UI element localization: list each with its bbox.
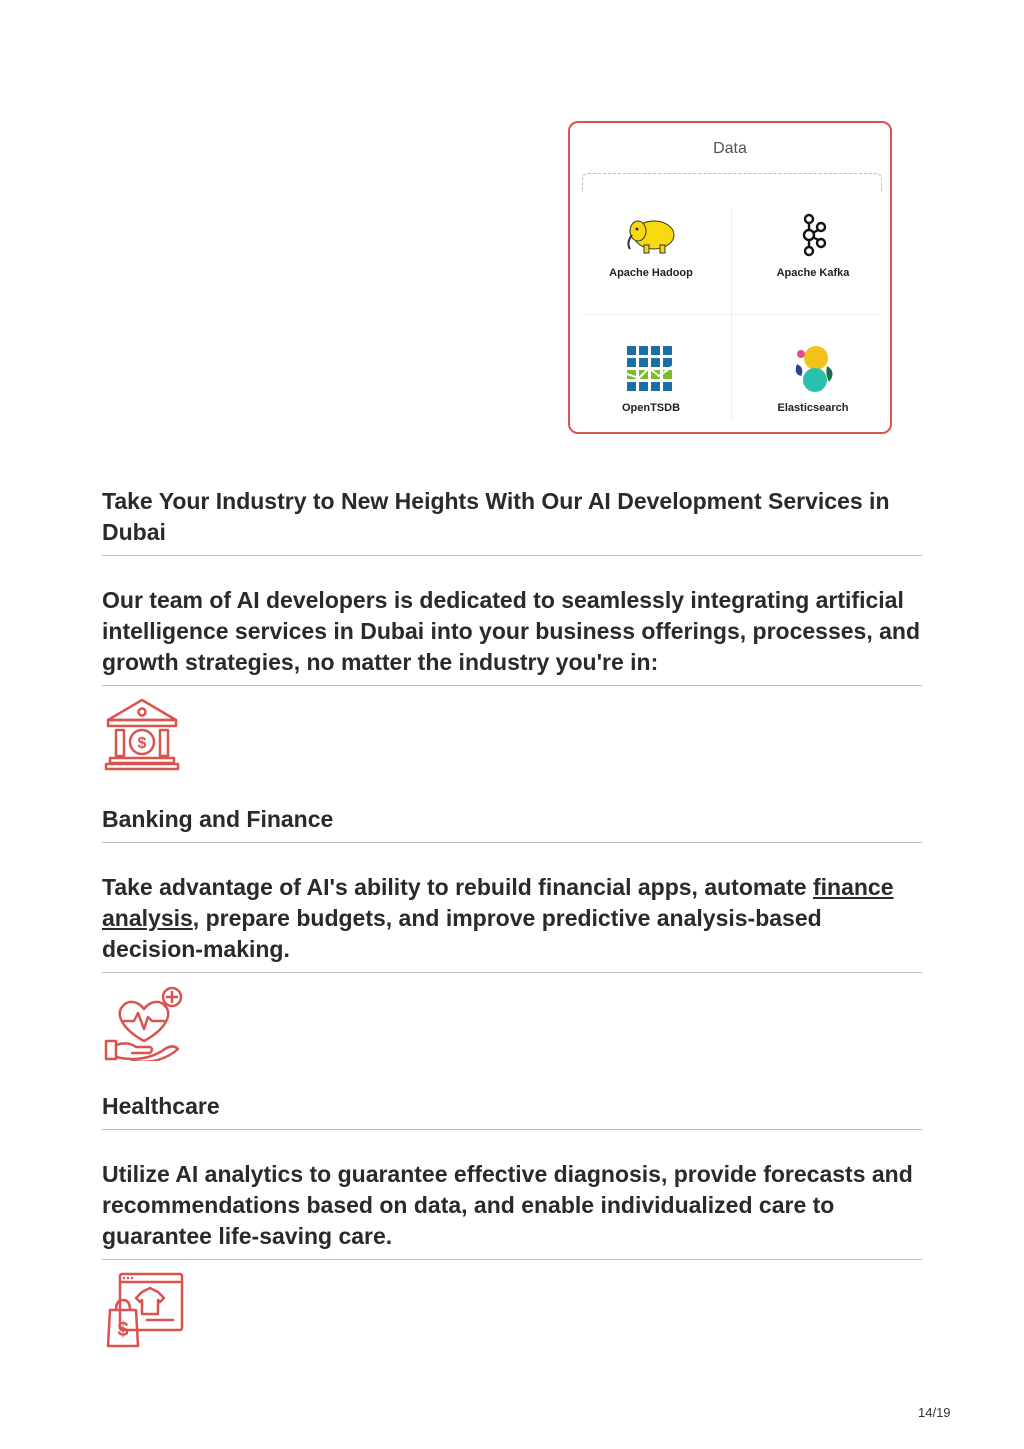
tool-label: Apache Hadoop [609, 267, 693, 279]
healthcare-paragraph: Utilize AI analytics to guarantee effective diagnosis, provide forecasts and recommendations based on data, and enable individualized care to guarantee life-saving care. [102, 1159, 922, 1260]
bank-icon [102, 696, 182, 772]
kafka-icon [738, 209, 888, 261]
healthcare-section-icon [102, 973, 922, 1067]
tool-elasticsearch [738, 344, 888, 414]
section-heading: Take Your Industry to New Heights With Our AI Development Services in Dubai [102, 486, 922, 556]
elasticsearch-icon [738, 344, 888, 396]
tool-apache-hadoop [576, 209, 726, 279]
page-number: 14/19 [918, 1405, 951, 1420]
tool-opentsdb [576, 344, 726, 414]
svg-text:$: $ [137, 735, 147, 752]
banking-text-before: Take advantage of AI's ability to rebuild financial apps, automate [102, 874, 813, 900]
svg-text:$: $ [117, 1319, 129, 1341]
hadoop-elephant-icon [576, 209, 726, 261]
card-divider [582, 173, 882, 192]
tool-label: OpenTSDB [621, 402, 681, 414]
tool-label: Elasticsearch [777, 402, 849, 414]
opentsdb-icon [576, 344, 726, 396]
banking-paragraph [102, 872, 922, 973]
banking-section-icon [102, 686, 922, 778]
card-horizontal-divider [582, 314, 880, 315]
tool-label: Apache Kafka [776, 267, 850, 279]
healthcare-title: Healthcare [102, 1091, 922, 1130]
tool-apache-kafka [738, 209, 888, 279]
intro-paragraph: Our team of AI developers is dedicated to seamlessly integrating artificial intelligence services in Dubai into your business offerings, processes, and growth strategies, no matter the industry you're in: [102, 585, 922, 686]
data-tools-card [568, 121, 892, 434]
main-content [102, 486, 922, 1352]
card-title: Data [713, 140, 747, 157]
ecommerce-icon [102, 1270, 186, 1350]
finance-analysis-link[interactable]: finance analysis [102, 874, 894, 931]
card-vertical-divider [731, 209, 732, 421]
heart-care-icon [102, 985, 188, 1061]
banking-title: Banking and Finance [102, 804, 922, 843]
ecommerce-section-icon [102, 1260, 922, 1352]
banking-text-after: , prepare budgets, and improve predictive analysis-based decision-making. [102, 905, 822, 962]
